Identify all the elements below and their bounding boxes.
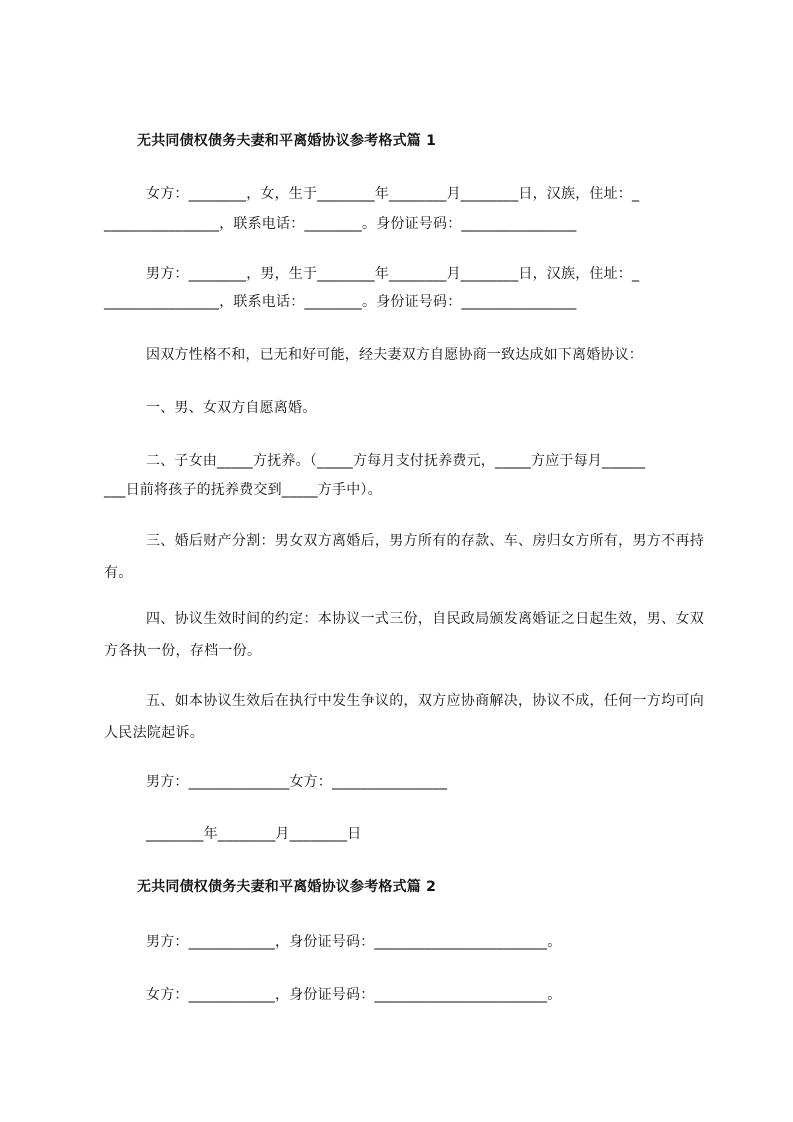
date-line: ________年________月________日 [146, 826, 362, 842]
clause-4: 四、协议生效时间的约定：本协议一式三份，自民政局颁发离婚证之日起生效，男、女双方各执一份，存档一份。 [104, 611, 704, 659]
section2-title: 无共同债权债务夫妻和平离婚协议参考格式篇 2 [137, 879, 437, 895]
male-id-line: 男方：____________，身份证号码：________________________。 [146, 934, 562, 950]
clause-2-line2: ___日前将孩子的抚养费交到_____方手中）。 [104, 482, 382, 498]
clause-3: 三、婚后财产分割：男女双方离婚后，男方所有的存款、车、房归女方所有，男方不再持有。 [104, 533, 704, 581]
female-info-line1: 女方：________，女，生于________年________月________日，汉族，住址：_ [146, 186, 640, 202]
male-info-line1: 男方：________，男，生于________年________月________日，汉族，住址：_ [146, 266, 640, 282]
clause-2-line1: 二、子女由_____方抚养。（_____方每月支付抚养费元，_____方应于每月______ [146, 453, 646, 469]
agreement-intro: 因双方性格不和，已无和好可能，经夫妻双方自愿协商一致达成如下离婚协议： [146, 347, 643, 363]
female-info-line2: ________________，联系电话：________。身份证号码：________________ [104, 216, 577, 232]
signature-line: 男方：______________女方：________________ [146, 774, 448, 790]
male-info-line2: ________________，联系电话：________。身份证号码：________________ [104, 294, 577, 310]
clause-5: 五、如本协议生效后在执行中发生争议的，双方应协商解决，协议不成，任何一方均可向人民法院起诉。 [104, 693, 704, 741]
clause-1: 一、男、女双方自愿离婚。 [146, 400, 317, 416]
female-id-line: 女方：____________，身份证号码：________________________。 [146, 987, 562, 1003]
section1-title: 无共同债权债务夫妻和平离婚协议参考格式篇 1 [137, 133, 437, 149]
